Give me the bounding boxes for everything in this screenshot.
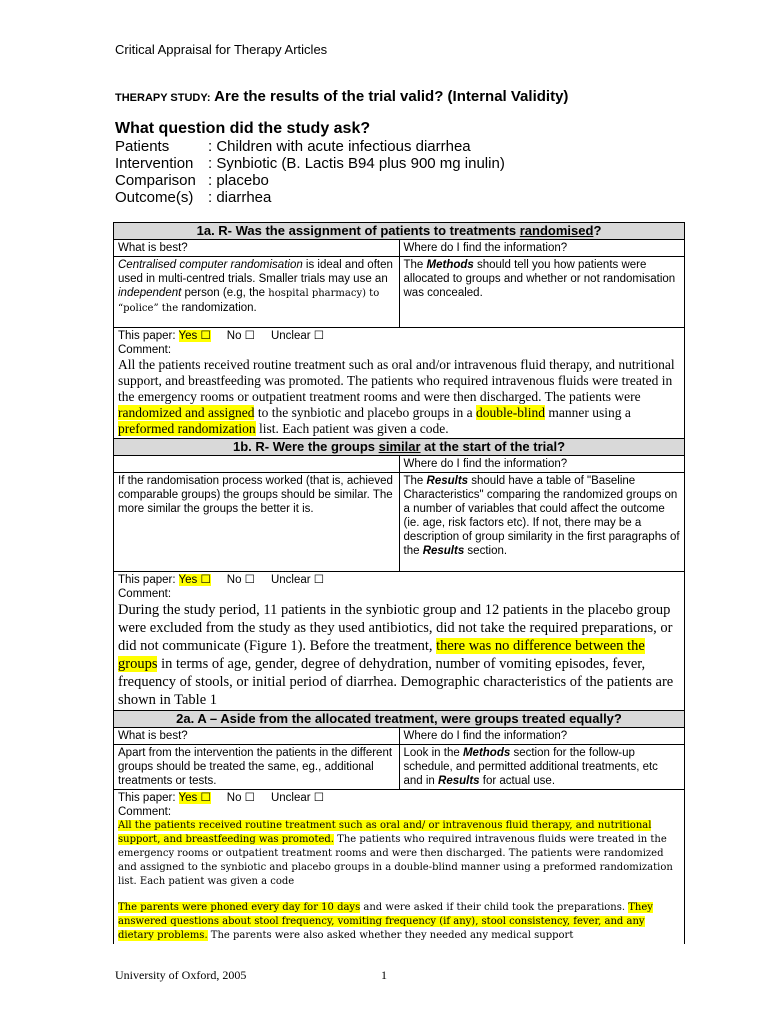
document-header: Critical Appraisal for Therapy Articles bbox=[115, 42, 328, 57]
section-1b-title: 1b. R- Were the groups similar at the start of the trial? bbox=[114, 439, 685, 456]
unclear-checkbox[interactable]: Unclear ☐ bbox=[270, 792, 325, 804]
comment-text: All the patients received routine treatment such as oral and/or intravenous fluid therapy, and nutritional support, and breastfeeding was promoted. The patients who required intravenous fluids were treated in the emergency rooms or outpatient treatment rooms and were then discharged. The patients were randomized and assigned to the synbiotic and placebo groups in a double-blind manner using a preformed randomization list. Each patient was given a code. bbox=[118, 357, 675, 436]
comment-label: Comment: bbox=[118, 806, 172, 818]
comment-text: All the patients received routine treatment such as oral and/ or intravenous fluid therapy, and nutritional support, and breastfeeding was promoted. The patients who required intravenous fluids were treated in the emergency rooms or outpatient treatment rooms and were then discharged. The patients were randomized and assigned to the synbiotic and placebo groups in a double-blind manner using a preformed randomization list. Each patient was given a code bbox=[118, 820, 673, 887]
section-1b-comment bbox=[114, 572, 685, 711]
footer-source: University of Oxford, 2005 bbox=[115, 968, 247, 982]
no-checkbox[interactable]: No ☐ bbox=[226, 574, 255, 586]
what-is-best-header: What is best? bbox=[114, 240, 400, 257]
section-1b-best: If the randomisation process worked (that is, achieved comparable groups) the groups should be similar. The more similar the groups the better it is. bbox=[114, 473, 400, 572]
comment-label: Comment: bbox=[118, 344, 172, 356]
where-find-header: Where do I find the information? bbox=[399, 240, 685, 257]
comment-text: During the study period, 11 patients in the synbiotic group and 12 patients in the placebo group were excluded from the study as they used antibiotics, did not take the required preparations, or did not communicate (Figure 1). Before the treatment, there was no difference between the groups in terms of age, gender, degree of dehydration, number of vomiting episodes, fever, frequency of stools, or initial period of diarrhea. Demographic characteristics of the patients are shown in Table 1 bbox=[118, 602, 674, 708]
pico-patients: Patients : Children with acute infectious diarrhea bbox=[115, 138, 471, 155]
comment-label: Comment: bbox=[118, 588, 172, 600]
unclear-checkbox[interactable]: Unclear ☐ bbox=[270, 574, 325, 586]
this-paper-row: This paper: Yes ☐ No ☐ Unclear ☐ bbox=[118, 330, 325, 342]
unclear-checkbox[interactable]: Unclear ☐ bbox=[270, 330, 325, 342]
yes-checkbox[interactable]: Yes ☐ bbox=[178, 574, 211, 586]
section-1a-comment bbox=[114, 328, 685, 439]
no-checkbox[interactable]: No ☐ bbox=[226, 330, 255, 342]
appraisal-table bbox=[113, 222, 685, 944]
section-2a-comment bbox=[114, 790, 685, 945]
section-1a-best: Centralised computer randomisation is ideal and often used in multi-centred trials. Smaller trials may use an independent person (e.g, the hospital pharmacy) to “police” the randomization. bbox=[114, 257, 400, 328]
comment-text-2: The parents were phoned every day for 10 days and were asked if their child took the preparations. They answered questions about stool frequency, vomiting frequency (if any), stool consistency, fever, and any dietary problems. The parents were also asked whether they needed any medical support bbox=[118, 902, 653, 941]
page-number: 1 bbox=[381, 968, 387, 982]
yes-checkbox[interactable]: Yes ☐ bbox=[178, 330, 211, 342]
no-checkbox[interactable]: No ☐ bbox=[226, 792, 255, 804]
pico-list bbox=[115, 138, 505, 206]
this-paper-row: This paper: Yes ☐ No ☐ Unclear ☐ bbox=[118, 574, 325, 586]
therapy-prefix: THERAPY STUDY: bbox=[115, 92, 211, 104]
therapy-title: Are the results of the trial valid? (Internal Validity) bbox=[210, 88, 569, 105]
section-2a-best: Apart from the intervention the patients in the different groups should be treated the same, eg., additional treatments or tests. bbox=[114, 745, 400, 790]
where-find-header: Where do I find the information? bbox=[399, 456, 685, 473]
where-find-header: Where do I find the information? bbox=[399, 728, 685, 745]
yes-checkbox[interactable]: Yes ☐ bbox=[178, 792, 211, 804]
pico-outcome: Outcome(s) : diarrhea bbox=[115, 189, 272, 206]
section-heading bbox=[115, 88, 568, 105]
study-question-heading: What question did the study ask? bbox=[115, 120, 371, 137]
section-2a-where: Look in the Methods section for the follow-up schedule, and permitted additional treatments, etc and in Results for actual use. bbox=[399, 745, 685, 790]
section-1a-title: 1a. R- Was the assignment of patients to treatments randomised? bbox=[114, 223, 685, 240]
pico-intervention: Intervention : Synbiotic (B. Lactis B94 plus 900 mg inulin) bbox=[115, 155, 505, 172]
this-paper-row: This paper: Yes ☐ No ☐ Unclear ☐ bbox=[118, 792, 325, 804]
what-is-best-header: What is best? bbox=[114, 728, 400, 745]
pico-comparison: Comparison : placebo bbox=[115, 172, 269, 189]
section-2a-title: 2a. A – Aside from the allocated treatment, were groups treated equally? bbox=[114, 711, 685, 728]
section-1b-where: The Results should have a table of "Baseline Characteristics" comparing the randomized groups on a number of variables that could affect the outcome (ie. age, risk factors etc). If not, there may be a description of group similarity in the first paragraphs of the Results section. bbox=[399, 473, 685, 572]
section-1a-where: The Methods should tell you how patients were allocated to groups and whether or not randomisation was concealed. bbox=[399, 257, 685, 328]
what-is-best-header-empty bbox=[114, 456, 400, 473]
